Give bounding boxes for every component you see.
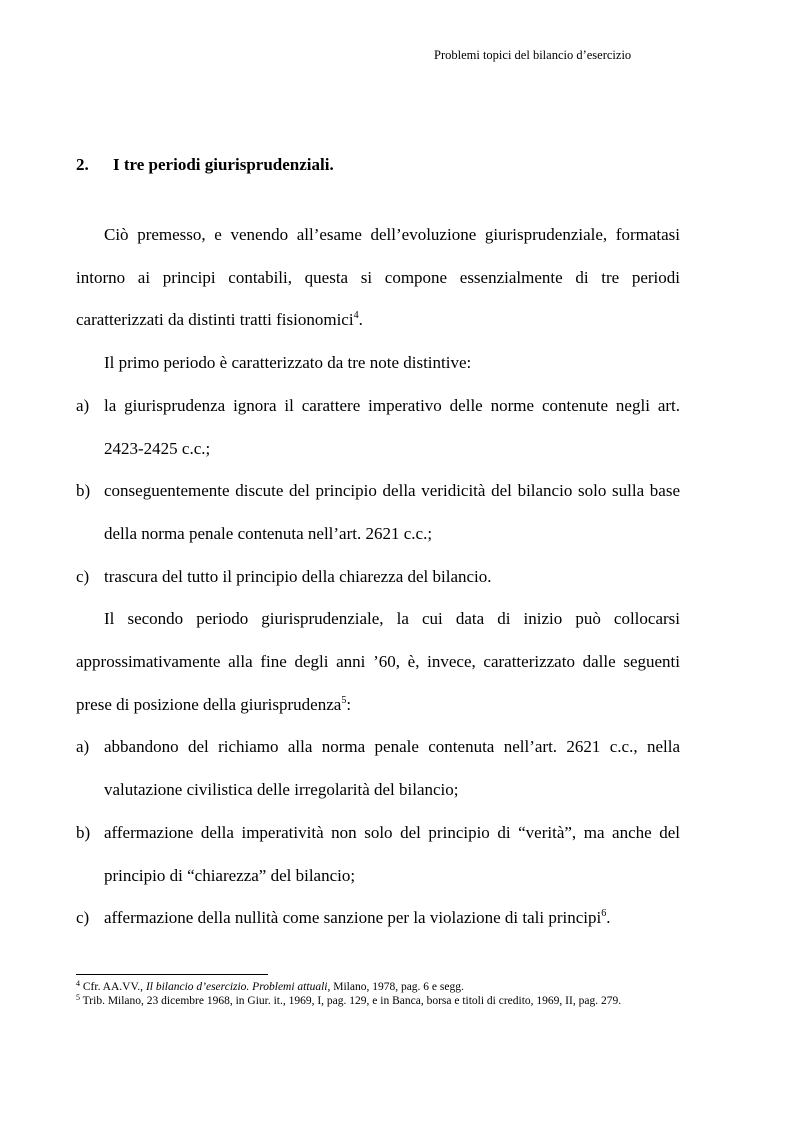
paragraph-text: Il secondo periodo giurisprudenziale, la cui data di inizio può collocarsi approssimativamente alla fine degli anni ’60, è, invece, caratterizzato dalle seguenti prese di posizione della giurisprudenza [76, 609, 680, 714]
section-title: I tre periodi giurisprudenziali. [113, 155, 334, 174]
footnote-text: Trib. Milano, 23 dicembre 1968, in Giur. it., 1969, I, pag. 129, e in Banca, borsa e titoli di credito, 1969, II, pag. 279. [82, 995, 622, 1007]
footnote-separator [76, 974, 268, 975]
running-header: Problemi topici del bilancio d’esercizio [434, 48, 632, 62]
list-item-body: affermazione della nullità come sanzione per la violazione di tali principi [104, 908, 602, 928]
list-item [76, 726, 680, 811]
paragraph-intro [76, 214, 680, 342]
footnote-4 [76, 980, 680, 994]
list-item [76, 812, 680, 897]
footnote-ref-4: 4 [353, 310, 359, 322]
list-item-punct: . [606, 908, 611, 928]
footnote-title: Il bilancio d’esercizio. Problemi attuali [145, 981, 328, 993]
footnote-ref-6: 6 [601, 908, 607, 920]
footnote-number: 5 [76, 993, 80, 1002]
body-text [76, 214, 680, 940]
list-item-text: affermazione della imperatività non solo del principio di “verità”, ma anche del principio di “chiarezza” del bilancio; [104, 822, 680, 885]
list-item [76, 470, 680, 555]
footnote-text: Cfr. AA.VV., [82, 981, 146, 993]
paragraph-punct: : [346, 694, 352, 714]
list-marker: c) [76, 566, 90, 586]
paragraph-first-period: Il primo periodo è caratterizzato da tre note distintive: [104, 353, 472, 373]
list-item-text: trascura del tutto il principio della chiarezza del bilancio. [104, 566, 492, 586]
list-marker: b) [76, 822, 91, 842]
footnotes [76, 980, 680, 1008]
footnote-number: 4 [76, 979, 80, 988]
footnote-5 [76, 994, 680, 1008]
paragraph-punct: . [358, 310, 363, 330]
list-marker: c) [76, 908, 90, 928]
list-item-text: conseguentemente discute del principio della veridicità del bilancio solo sulla base della norma penale contenuta nell’art. 2621 c.c.; [104, 481, 680, 543]
section-heading [76, 155, 334, 175]
paragraph-second-period [76, 598, 680, 726]
footnote-ref-5: 5 [341, 694, 347, 706]
first-period-list [76, 385, 680, 599]
list-item [76, 556, 680, 599]
list-marker: a) [76, 395, 90, 415]
list-marker: a) [76, 737, 90, 757]
list-marker: b) [76, 481, 91, 501]
list-item-text [104, 897, 680, 940]
list-item-text: la giurisprudenza ignora il carattere imperativo delle norme contenute negli art. 2423-2425 c.c.; [104, 395, 680, 458]
list-item [76, 385, 680, 470]
footnote-text: , Milano, 1978, pag. 6 e segg. [327, 981, 464, 993]
list-item-text: abbandono del richiamo alla norma penale contenuta nell’art. 2621 c.c., nella valutazione civilistica delle irregolarità del bilancio; [104, 737, 680, 800]
section-number: 2. [76, 155, 89, 174]
list-item [76, 897, 680, 940]
paragraph-text: Ciò premesso, e venendo all’esame dell’evoluzione giurisprudenziale, formatasi intorno ai principi contabili, questa si compone essenzialmente di tre periodi caratterizzati da distinti tratti fisionomici [76, 225, 680, 330]
second-period-list [76, 726, 680, 940]
